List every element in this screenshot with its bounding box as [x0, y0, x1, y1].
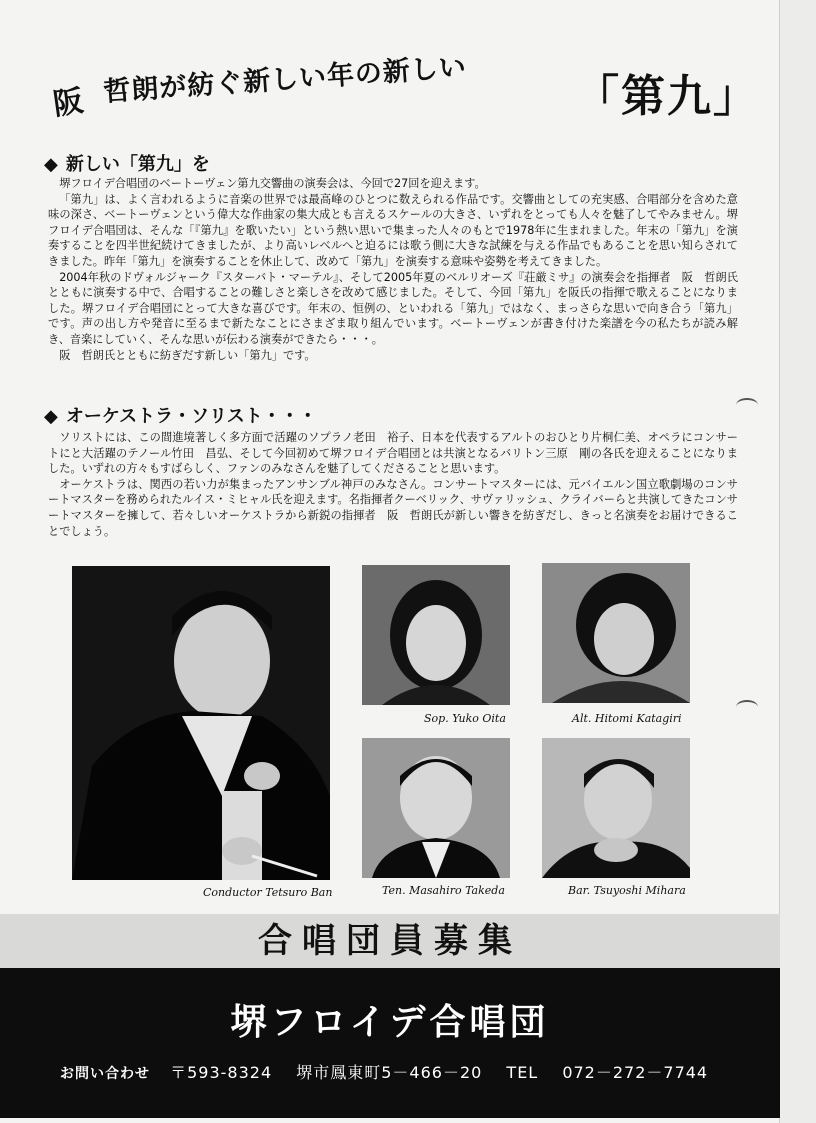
photo-caption: Conductor Tetsuro Ban	[203, 886, 333, 899]
title-part-1: 阪	[51, 83, 86, 123]
tenor-photo	[362, 738, 510, 878]
title-part-3: 「第九」	[575, 71, 759, 122]
section-heading: ◆ 新しい「第九」を	[44, 154, 210, 175]
paragraph: オーケストラは、関西の若い力が集まったアンサンブル神戸のみなさん。コンサートマスターには、元バイエルン国立歌劇場のコンサートマスターを務められたルイス・ミヒャル氏を迎えます。名指揮者クーベリック、サヴァリッシュ、クライバーらと共演してきたコンサートマスターを擁して、若々しいオーケストラから新鋭の指揮者 阪 哲朗氏が新しい響きを紡ぎだし、きっと名演奏をお届けできることでしょう。	[48, 477, 738, 538]
recruit-heading: 合唱団員募集	[258, 921, 522, 961]
paragraph: ソリストには、この間進境著しく多方面で活躍のソプラノ老田 裕子、日本を代表するアルトのおひとり片桐仁美、オペラにコンサートにと大活躍のテノール竹田 昌弘、そして今回初めて堺フロイデ合唱団とは共演となるバリトン三原 剛の各氏を迎えることになりました。いずれの方々もすばらしく、ファンのみなさんを魅了してくださることと思います。	[48, 431, 738, 476]
postal-code: 〒593-8324	[170, 1063, 273, 1082]
baritone-photo	[542, 738, 690, 878]
diamond-icon: ◆	[44, 154, 58, 175]
contact-label: お問い合わせ	[60, 1066, 150, 1082]
paragraph: 阪 哲朗氏とともに紡ぎだす新しい「第九」です。	[59, 348, 316, 362]
tel-number: 072－272－7744	[562, 1063, 709, 1082]
photo-caption: Ten. Masahiro Takeda	[382, 884, 505, 897]
conductor-photo	[72, 566, 330, 880]
tel-label: TEL	[506, 1063, 539, 1082]
section-body	[48, 430, 738, 539]
paragraph: 「第九」は、よく言われるように音楽の世界では最高峰のひとつに数えられる作品です。交響曲としての充実感、合唱部分を含めた意味の深さ、ベートーヴェンという偉大な作曲家の集大成とも言えるスケールの大きさ、いずれをとっても人々を魅了してやみません。堺フロイデ合唱団は、そんな「『第九』を歌いたい」という熱い思いで集まった人々のもとで1978年に生まれました。年末の「第九」を演奏することを四半世紀続けてきましたが、より高いレベルへと迫るには歌う側に大きな試練を与える作品でもあることを思い知らされてきました。昨年「第九」を演奏することを休止して、改めて「第九」を演奏する意味や姿勢を考えてきました。	[48, 192, 738, 268]
paragraph: 堺フロイデ合唱団のベートーヴェン第九交響曲の演奏会は、今回で27回を迎えます。	[59, 177, 486, 190]
binder-hole-mark	[736, 700, 758, 714]
photo-caption: Sop. Yuko Oita	[424, 712, 506, 725]
diamond-icon: ◆	[44, 406, 58, 427]
title-part-2: 哲朗が紡ぐ新しい年の新しい	[102, 51, 468, 108]
footer	[0, 968, 780, 1118]
section-heading: ◆ オーケストラ・ソリスト・・・	[44, 406, 317, 427]
contact-info	[60, 1060, 726, 1083]
page-edge	[779, 0, 816, 1123]
photo-caption: Alt. Hitomi Katagiri	[572, 712, 682, 725]
soprano-photo	[362, 565, 510, 705]
photo-caption: Bar. Tsuyoshi Mihara	[568, 884, 686, 897]
alto-photo	[542, 563, 690, 703]
flyer-title	[30, 51, 759, 146]
organization-name: 堺フロイデ合唱団	[230, 1001, 550, 1043]
binder-hole-mark	[736, 398, 758, 412]
section-body	[48, 176, 738, 363]
address: 堺市鳳東町5－466－20	[296, 1063, 483, 1082]
paragraph: 2004年秋のドヴォルジャーク『スターバト・マーテル』、そして2005年夏のベルリオーズ『荘厳ミサ』の演奏会を指揮者 阪 哲朗氏とともに演奏する中で、合唱することの難しさと楽しさを改めて感じました。そして、今回「第九」を阪氏の指揮で歌えることになりました。堺フロイデ合唱団にとって大きな喜びです。年末の、恒例の、といわれる「第九」ではなく、まっさらな思いで向き合う「第九」です。声の出し方や発音に至るまで新たなことにさまざま取り組んでいます。ベートーヴェンが書き付けた楽譜を今の私たちが読み解き、音楽にしていく、そんな思いが伝わる演奏ができたら・・・。	[48, 270, 738, 346]
